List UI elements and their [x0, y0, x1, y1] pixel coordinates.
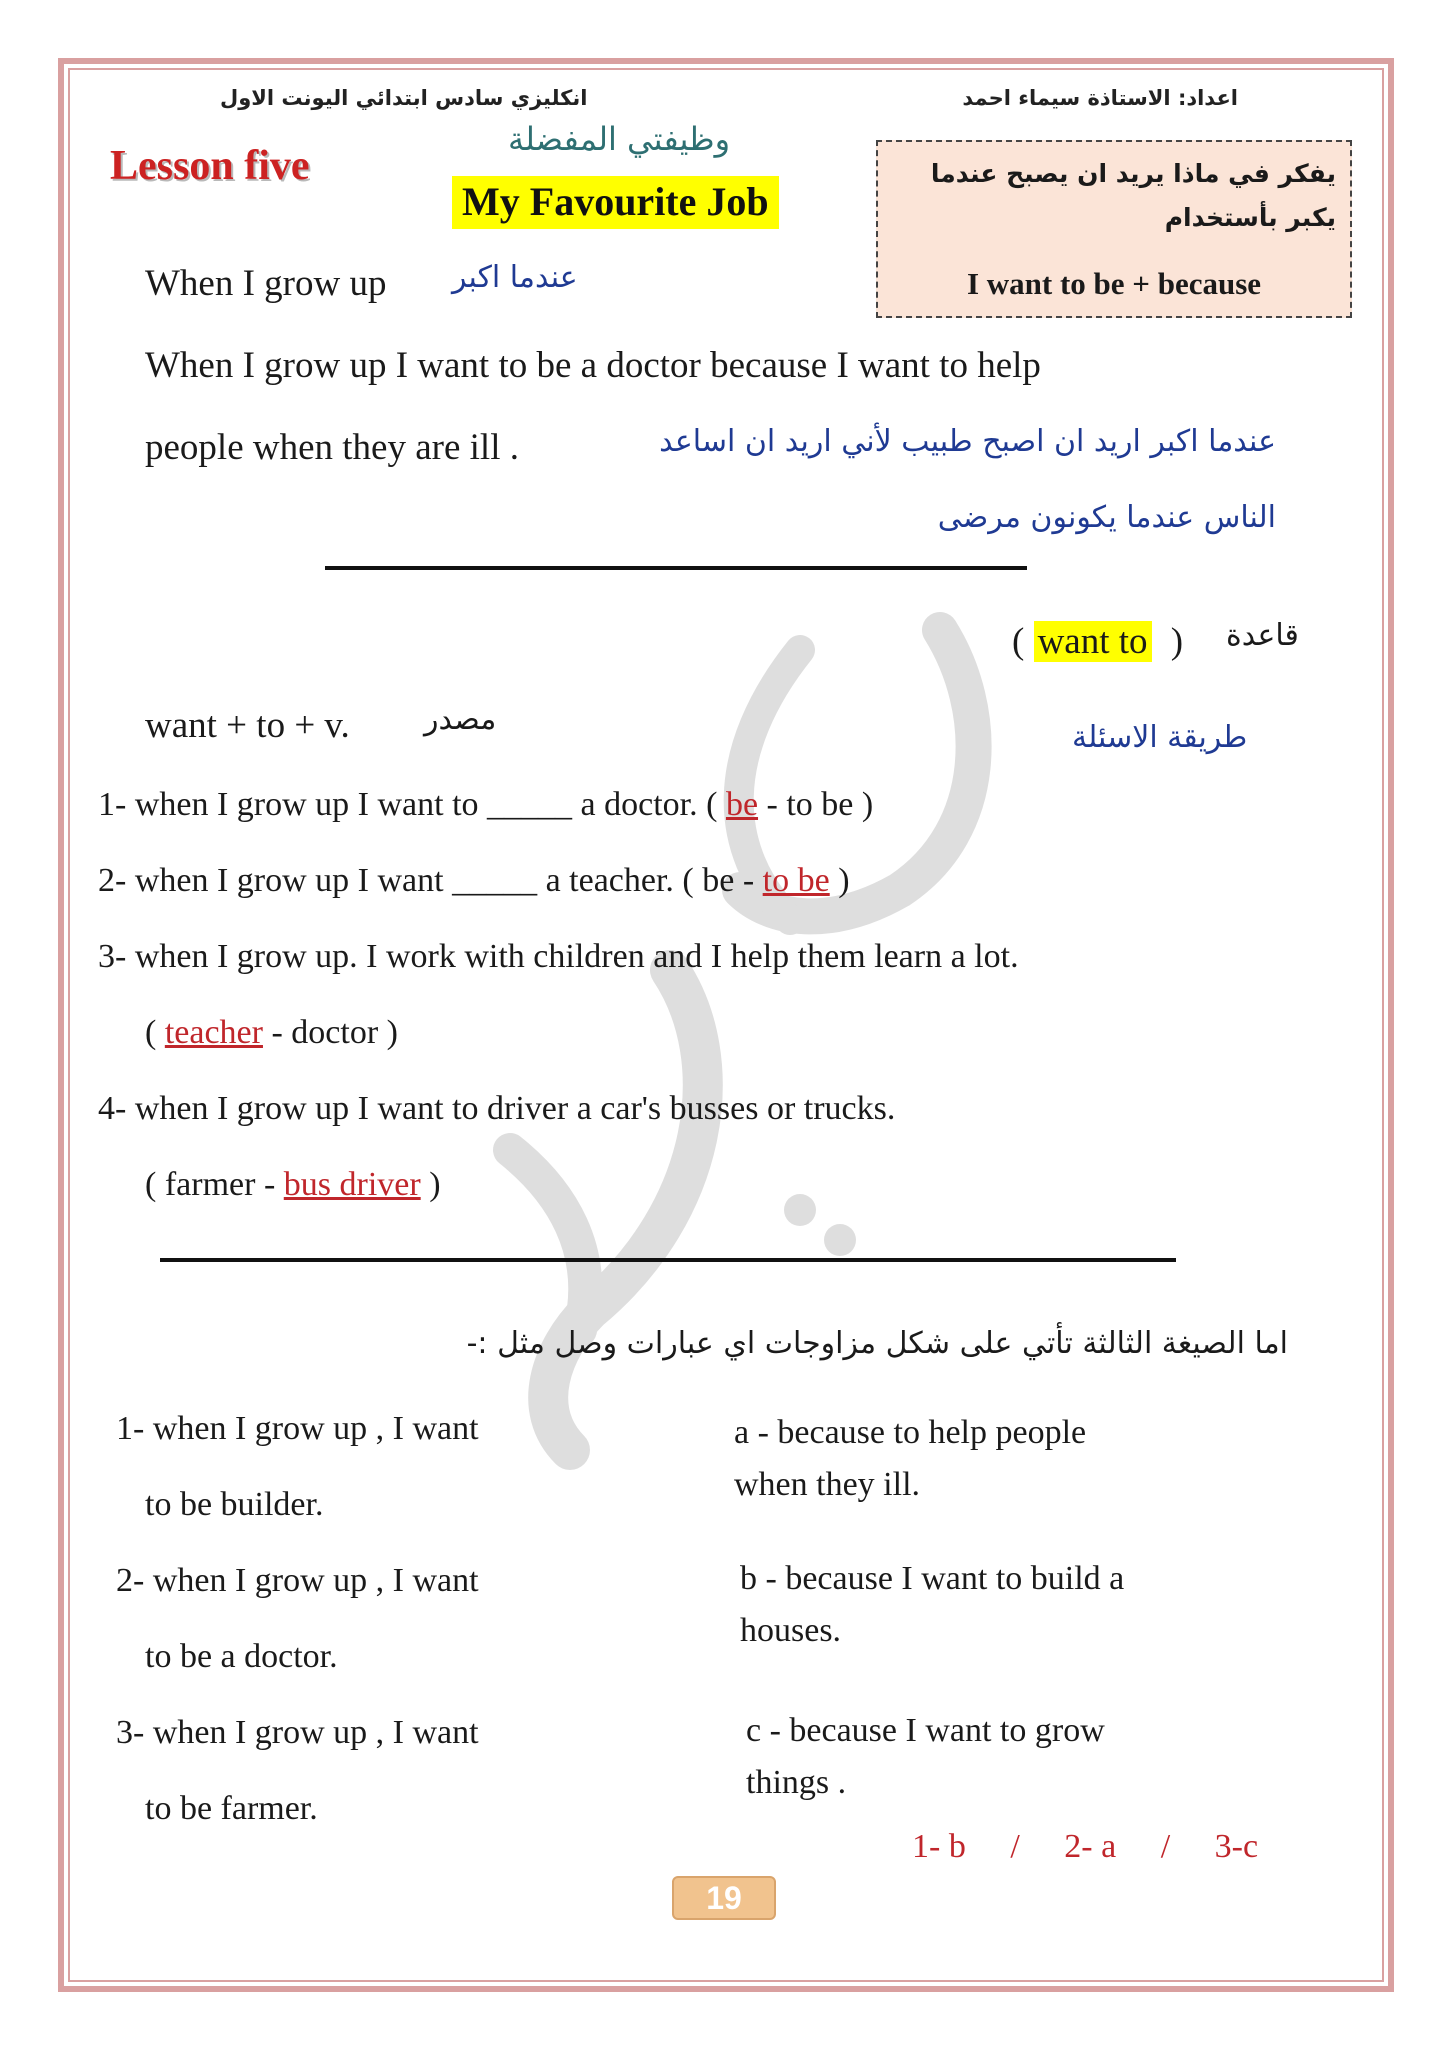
question-3-open: (: [145, 1014, 165, 1051]
question-1-sep: -: [758, 786, 787, 823]
question-3-close: ): [378, 1014, 398, 1051]
match-right-c-line1: c - because I want to grow: [746, 1712, 1105, 1749]
match-left-3-line1: 3- when I grow up , I want: [116, 1714, 479, 1751]
match-left-2-line1: 2- when I grow up , I want: [116, 1562, 479, 1599]
question-4-option-bus-driver[interactable]: bus driver: [283, 1166, 421, 1203]
divider-1: [325, 566, 1027, 570]
question-1-blank[interactable]: _____: [487, 786, 573, 823]
question-2-sep: -: [734, 862, 763, 899]
question-1-text: 1- when I grow up I want to: [98, 786, 488, 823]
match-right-c-line2: things .: [746, 1764, 847, 1801]
question-1-option-be[interactable]: be: [725, 786, 759, 823]
hint-english: I want to be + because: [966, 266, 1262, 301]
hint-arabic: يفكر في ماذا يريد ان يصبح عندما يكبر بأستخدام: [930, 159, 1336, 232]
example-arabic-2: الناس عندما يكونون مرضى: [937, 500, 1276, 535]
question-1-after: a doctor. (: [572, 786, 726, 823]
question-3-option-doctor[interactable]: doctor: [291, 1014, 379, 1051]
questions-label-arabic: طريقة الاسئلة: [1072, 720, 1248, 755]
question-2-text: 2- when I grow up I want: [98, 862, 453, 899]
rule-open-paren: (: [1012, 621, 1025, 662]
match-left-1-line2: to be builder.: [145, 1486, 324, 1523]
question-4-options: [145, 1166, 441, 1204]
match-left-2-line2: to be a doctor.: [145, 1638, 338, 1675]
question-4-text: 4- when I grow up I want to driver a car's busses or trucks.: [98, 1090, 896, 1127]
question-2-option-to-be[interactable]: to be: [762, 862, 830, 899]
divider-2: [160, 1258, 1176, 1262]
question-4-sep: -: [255, 1166, 284, 1203]
answer-3: 3-c: [1214, 1828, 1259, 1865]
question-1-end: ): [853, 786, 874, 823]
question-2-end: ): [829, 862, 850, 899]
page-number: 19: [672, 1876, 776, 1920]
question-3-sep: -: [262, 1014, 292, 1051]
answer-sep-1: /: [1010, 1828, 1020, 1865]
match-left-3-line2: to be farmer.: [145, 1790, 318, 1827]
question-2-blank[interactable]: _____: [452, 862, 538, 899]
lesson-label: Lesson five: [110, 143, 310, 189]
answer-sep-2: /: [1160, 1828, 1171, 1865]
answer-2: 2- a: [1064, 1828, 1117, 1865]
matching-intro-arabic: اما الصيغة الثالثة تأتي على شكل مزاوجات اي عبارات وصل مثل :-: [466, 1326, 1288, 1361]
question-3-text: 3- when I grow up. I work with children and I help them learn a lot.: [98, 938, 1019, 975]
page-title: My Favourite Job: [452, 176, 779, 229]
question-3-options: [145, 1014, 398, 1052]
rule-close-paren: ): [1170, 621, 1184, 662]
intro-phrase: When I grow up: [145, 263, 387, 304]
formula: want + to + v.: [145, 705, 350, 746]
title-arabic: وظيفتي المفضلة: [508, 120, 731, 158]
answer-1: 1- b: [912, 1828, 966, 1865]
hint-box: [876, 140, 1352, 318]
question-1-option-to-be[interactable]: to be: [786, 786, 854, 823]
rule-formula: [1012, 620, 1183, 663]
formula-arabic: مصدر: [424, 702, 497, 737]
header-subject: انكليزي سادس ابتدائي اليونت الاول: [220, 86, 588, 110]
question-4-open: (: [145, 1166, 165, 1203]
match-right-a-line2: when they ill.: [734, 1466, 921, 1503]
rule-highlight: want to: [1034, 621, 1152, 662]
question-2: [98, 862, 850, 900]
answer-key: [912, 1828, 1258, 1866]
example-arabic-1: عندما اكبر اريد ان اصبح طبيب لأني اريد ان اساعد: [659, 424, 1276, 459]
match-right-b-line2: houses.: [740, 1612, 842, 1649]
question-4-option-farmer[interactable]: farmer: [164, 1166, 256, 1203]
header-author: اعداد: الاستاذة سيماء احمد: [962, 86, 1238, 110]
match-right-b-line1: b - because I want to build a: [740, 1560, 1125, 1597]
intro-phrase-arabic: عندما اكبر: [452, 260, 578, 295]
example-line-1: When I grow up I want to be a doctor because I want to help: [145, 345, 1041, 386]
question-2-option-be[interactable]: be: [702, 862, 735, 899]
match-right-a-line1: a - because to help people: [734, 1414, 1087, 1451]
rule-label-arabic: قاعدة: [1226, 618, 1299, 653]
example-line-2: people when they are ill .: [145, 427, 519, 468]
match-left-1-line1: 1- when I grow up , I want: [116, 1410, 479, 1447]
question-1: [98, 786, 873, 824]
question-3-option-teacher[interactable]: teacher: [164, 1014, 263, 1051]
question-2-after: a teacher. (: [537, 862, 703, 899]
question-4-close: ): [420, 1166, 441, 1203]
